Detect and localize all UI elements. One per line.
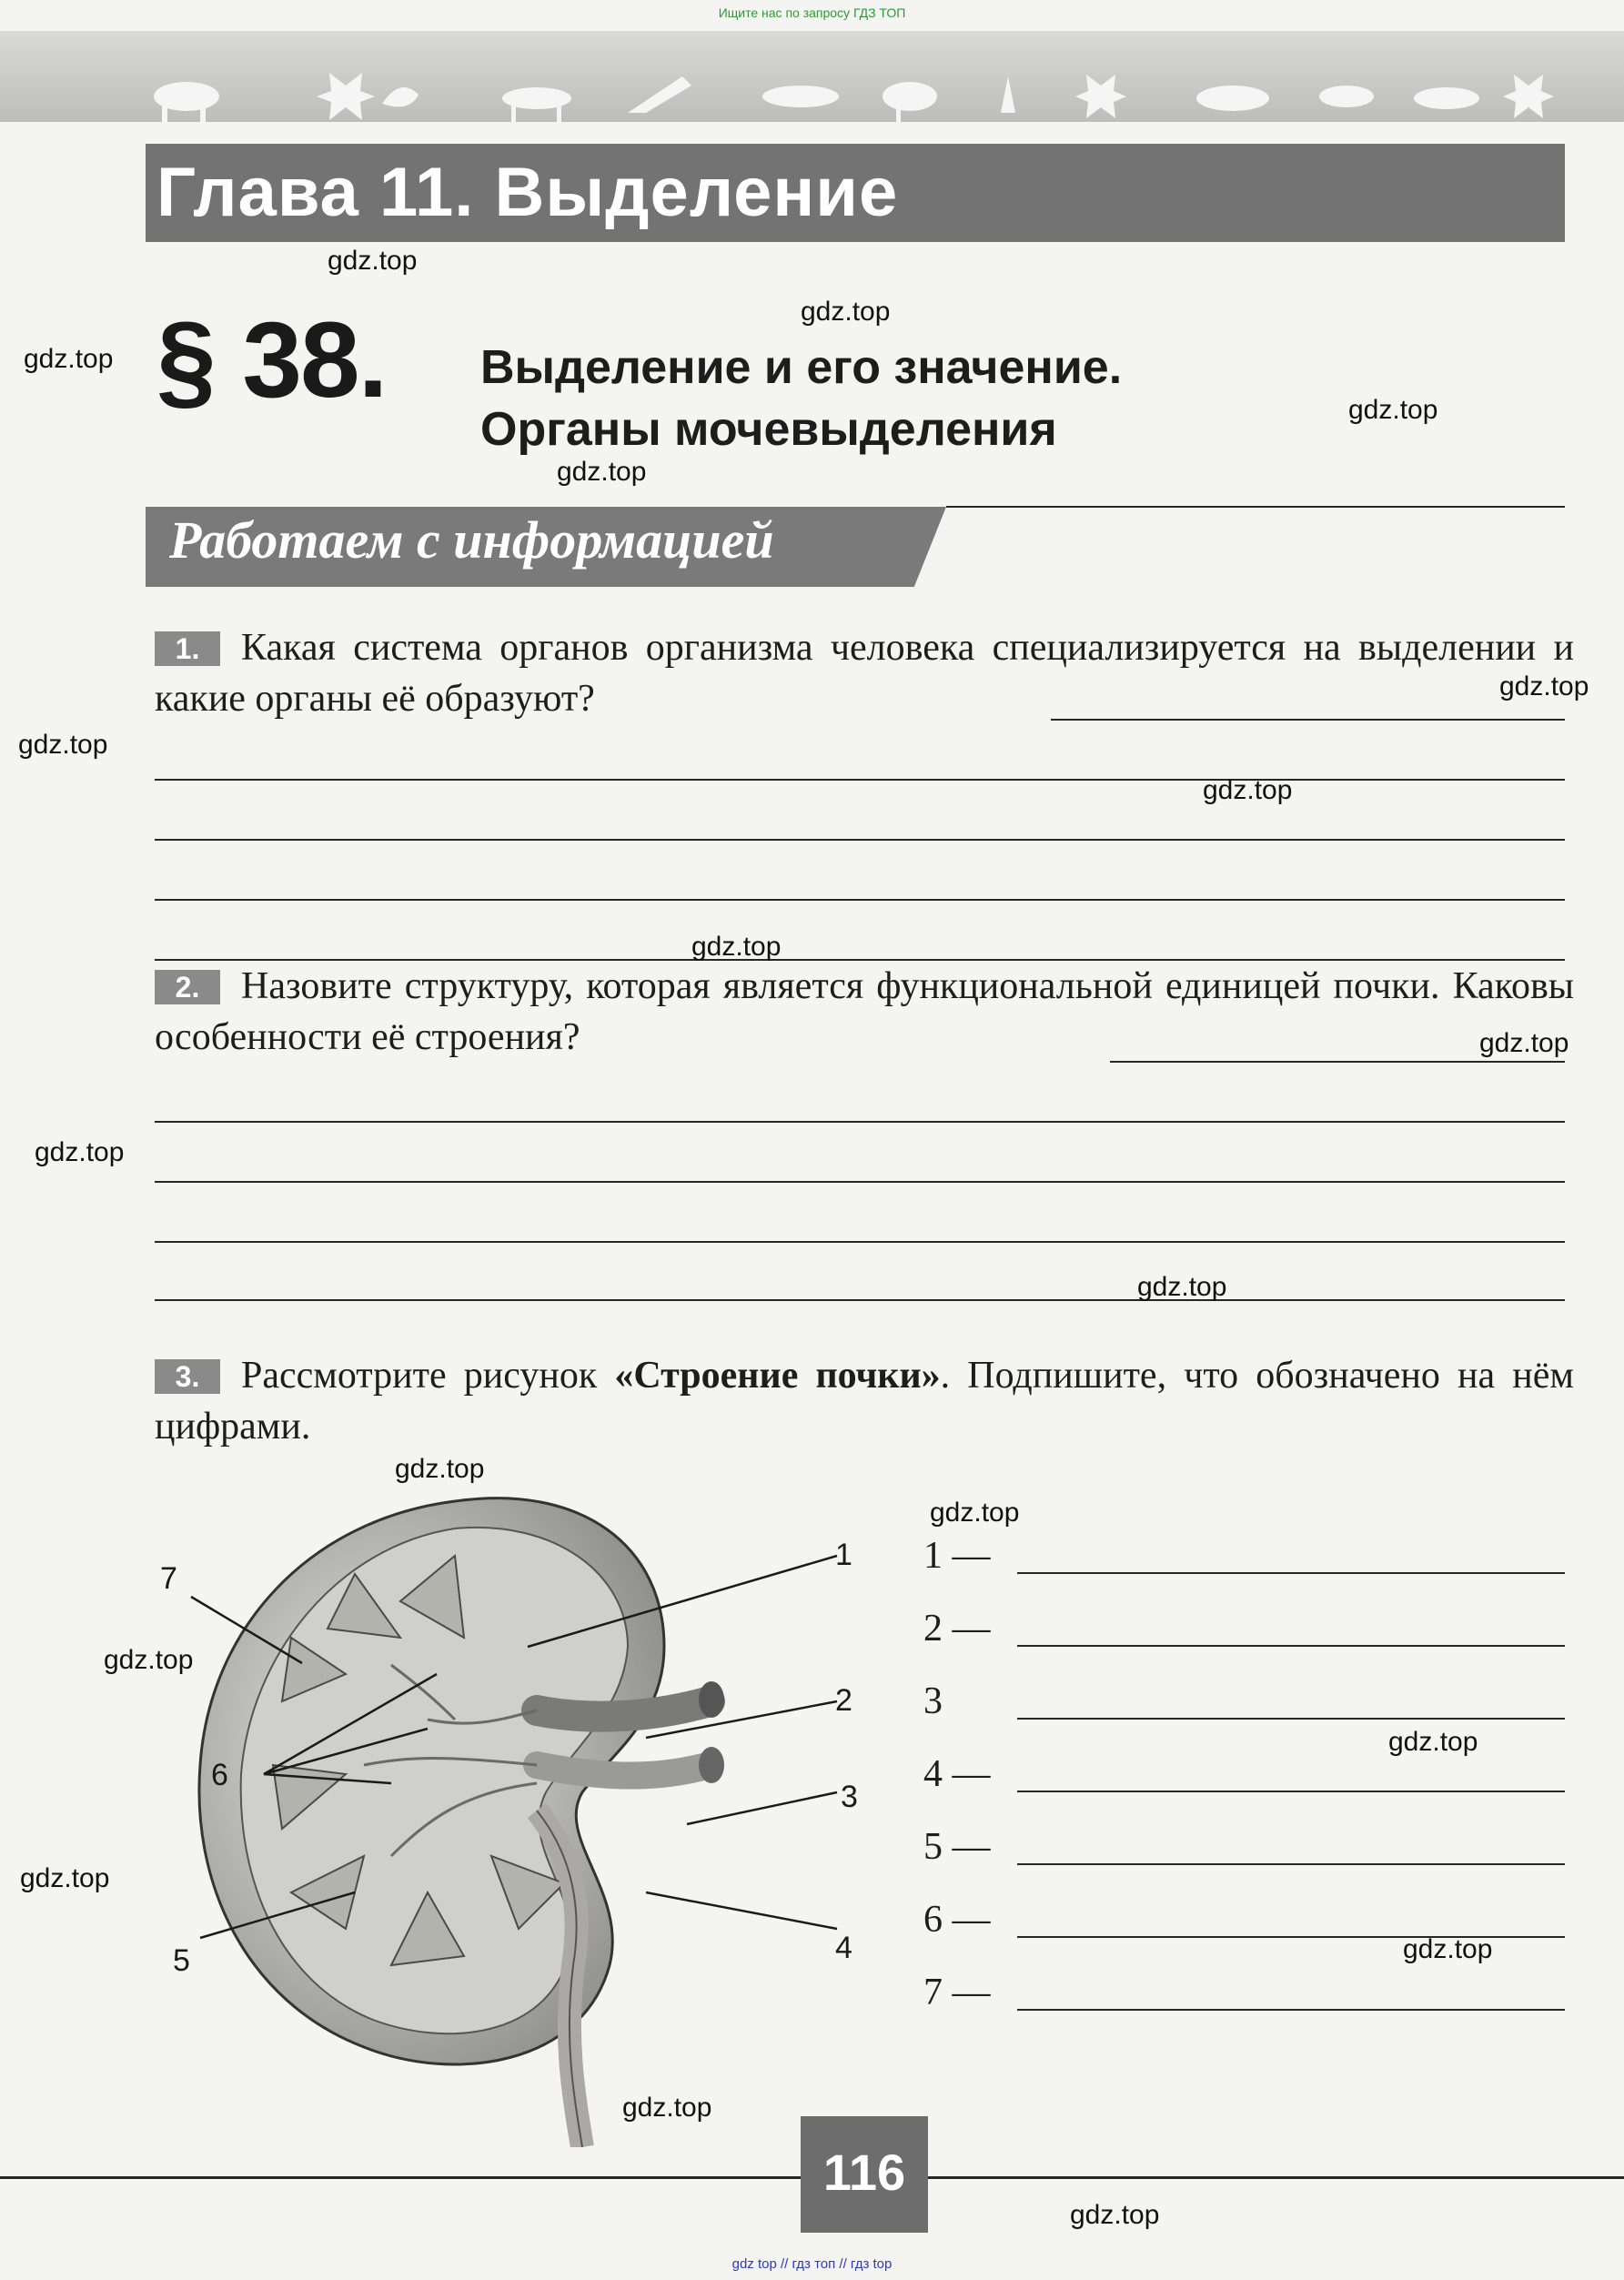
watermark: gdz.top	[328, 246, 418, 276]
figure-callout-6: 6	[211, 1758, 228, 1792]
answer-line[interactable]	[1017, 2009, 1565, 2011]
watermark: gdz.top	[1388, 1727, 1478, 1757]
figure-callout-7: 7	[160, 1561, 177, 1596]
question-3-text: Рассмотрите рисунок «Строение почки». Подпишите, что обозначено на нём цифрами.	[155, 1355, 1574, 1448]
section-title-line1: Выделение и его значение.	[480, 341, 1123, 394]
figure-answer-label-3: 3	[923, 1680, 943, 1722]
kidney-illustration	[199, 1498, 724, 2147]
figure-callout-4: 4	[835, 1931, 852, 1965]
answer-line[interactable]	[1051, 719, 1565, 721]
watermark: gdz.top	[395, 1454, 485, 1484]
answer-line[interactable]	[1017, 1718, 1565, 1720]
watermark: gdz.top	[622, 2093, 712, 2123]
header-animal-band	[0, 31, 1624, 122]
watermark: gdz.top	[20, 1863, 110, 1893]
chapter-title: Глава 11. Выделение	[156, 154, 899, 231]
watermark: gdz.top	[18, 730, 108, 760]
answer-line[interactable]	[155, 1181, 1565, 1183]
figure-answer-label-6: 6 —	[923, 1899, 991, 1941]
answer-line[interactable]	[155, 1121, 1565, 1123]
answer-line[interactable]	[155, 779, 1565, 781]
kidney-figure	[155, 1492, 955, 2147]
question-3-number: 3.	[155, 1359, 220, 1394]
figure-callout-3: 3	[841, 1780, 858, 1814]
watermark: gdz.top	[1403, 1934, 1493, 1964]
question-1-number: 1.	[155, 631, 220, 666]
watermark: gdz.top	[1499, 671, 1589, 701]
footer-rule-left	[0, 2176, 801, 2179]
info-banner-text: Работаем с информацией	[169, 510, 774, 570]
question-2-text: Назовите структуру, которая является функциональной единицей почки. Каковы особенности её строения?	[155, 965, 1574, 1058]
watermark: gdz.top	[557, 457, 647, 487]
footer-rule-right	[928, 2176, 1624, 2179]
question-2-number: 2.	[155, 970, 220, 1004]
watermark: gdz.top	[1203, 775, 1293, 805]
watermark: gdz.top	[35, 1137, 125, 1167]
top-note: Ищите нас по запросу ГДЗ ТОП	[718, 5, 906, 20]
figure-callout-5: 5	[173, 1943, 190, 1978]
answer-line[interactable]	[155, 839, 1565, 841]
figure-answer-label-7: 7 —	[923, 1972, 991, 2013]
watermark: gdz.top	[801, 297, 891, 327]
answer-line[interactable]	[155, 1299, 1565, 1301]
watermark: gdz.top	[1070, 2200, 1160, 2230]
page-number: 116	[822, 2144, 906, 2201]
figure-callout-2: 2	[835, 1683, 852, 1718]
answer-line[interactable]	[1017, 1863, 1565, 1865]
section-number: § 38.	[156, 300, 387, 420]
watermark: gdz.top	[1479, 1028, 1569, 1058]
answer-line[interactable]	[1110, 1061, 1565, 1063]
answer-line[interactable]	[1017, 1791, 1565, 1792]
watermark: gdz.top	[24, 344, 114, 374]
question-1-text: Какая система органов организма человека специализируется на выделении и какие органы её образуют?	[155, 627, 1574, 720]
figure-answer-label-2: 2 —	[923, 1608, 991, 1649]
figure-answer-label-5: 5 —	[923, 1826, 991, 1868]
watermark: gdz.top	[104, 1645, 194, 1675]
answer-line[interactable]	[1017, 1572, 1565, 1574]
animal-silhouettes-icon	[0, 31, 1624, 122]
banner-rule	[946, 506, 1565, 508]
section-title-line2: Органы мочевыделения	[480, 403, 1057, 456]
answer-line[interactable]	[155, 1241, 1565, 1243]
answer-line[interactable]	[1017, 1645, 1565, 1647]
watermark: gdz.top	[1348, 395, 1438, 425]
answer-line[interactable]	[155, 899, 1565, 901]
watermark: gdz.top	[691, 932, 782, 962]
watermark: gdz.top	[930, 1498, 1020, 1528]
figure-answer-label-4: 4 —	[923, 1753, 991, 1795]
figure-answer-label-1: 1 —	[923, 1535, 991, 1577]
figure-callout-1: 1	[835, 1538, 852, 1572]
watermark: gdz.top	[1137, 1272, 1227, 1302]
bottom-note: gdz top // гдз топ // гдз top	[731, 2256, 893, 2272]
